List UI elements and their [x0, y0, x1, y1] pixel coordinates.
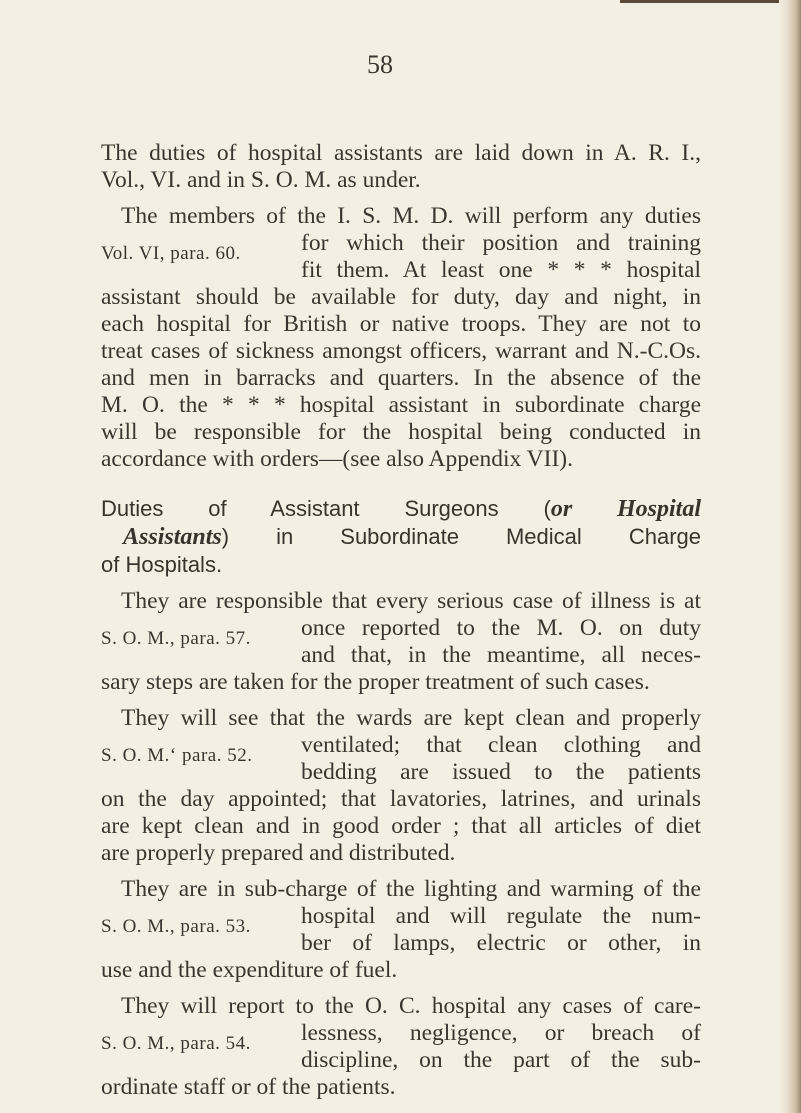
margin-note: S. O. M., para. 57.: [101, 628, 251, 649]
line-text: sary steps are taken for the proper treatment of such cases.: [101, 669, 650, 695]
text-line: [301, 230, 701, 257]
paragraph: [101, 140, 701, 194]
heading-line-3: of Hospitals.: [101, 552, 223, 577]
text-line: [101, 338, 701, 365]
text-line: [101, 167, 701, 194]
page-right-edge: [779, 0, 801, 1113]
line-text: M. O. the * * * hospital assistant in subordinate charge: [101, 392, 701, 418]
intro-section: [101, 140, 701, 473]
text-line: [101, 419, 701, 446]
page-body: [101, 140, 701, 1101]
heading-line-2: [101, 523, 701, 551]
text-line: [101, 203, 701, 230]
paragraph: [101, 588, 701, 696]
text-line: [301, 615, 701, 642]
line-text: once reported to the M. O. on duty: [301, 615, 701, 641]
text-line: [101, 786, 701, 813]
line-text: hospital and will regulate the num-: [301, 903, 701, 929]
line-text: They will report to the O. C. hospital any cases of care-: [121, 993, 701, 1019]
line-text: fit them. At least one * * * hospital: [301, 257, 701, 283]
line-text: bedding are issued to the patients: [301, 759, 701, 785]
line-text: on the day appointed; that lavatories, latrines, and urinals: [101, 786, 701, 812]
text-line: [301, 1047, 701, 1074]
heading-text: ) in Subordinate Medical Charge: [221, 524, 701, 549]
line-text: They are responsible that every serious case of illness is at: [121, 588, 701, 614]
paragraph: [101, 876, 701, 984]
line-text: treat cases of sickness amongst officers, warrant and N.-C.Os.: [101, 338, 701, 364]
page-top-edge: [620, 0, 801, 3]
text-line: [101, 957, 701, 984]
line-text: for which their position and training: [301, 230, 701, 256]
heading-text: Duties of Assistant Surgeons (: [101, 496, 551, 521]
line-text: ventilated; that clean clothing and: [301, 732, 701, 758]
line-text: discipline, on the part of the sub-: [301, 1047, 701, 1073]
text-line: [101, 669, 701, 696]
page-number: 58: [367, 50, 393, 79]
text-line: [101, 446, 701, 473]
line-text: Vol., VI. and in S. O. M. as under.: [101, 167, 421, 193]
paragraph: [101, 705, 701, 867]
text-line: [301, 930, 701, 957]
margin-note: Vol. VI, para. 60.: [101, 243, 241, 264]
line-text: assistant should be available for duty, day and night, in: [101, 284, 701, 310]
line-text: lessness, negligence, or breach of: [301, 1020, 701, 1046]
line-text: each hospital for British or native troops. They are not to: [101, 311, 701, 337]
paragraph: [101, 203, 701, 473]
text-line: [101, 140, 701, 167]
line-text: and that, in the meantime, all neces-: [301, 642, 701, 668]
line-text: The duties of hospital assistants are laid down in A. R. I.,: [101, 140, 701, 166]
margin-note: S. O. M., para. 53.: [101, 916, 251, 937]
line-text: ber of lamps, electric or other, in: [301, 930, 701, 956]
line-text: The members of the I. S. M. D. will perform any duties: [121, 203, 701, 229]
line-text: are kept clean and in good order ; that all articles of diet: [101, 813, 701, 839]
text-line: [301, 732, 701, 759]
heading-italic: or Hospital: [550, 496, 701, 522]
text-line: [101, 1074, 701, 1101]
paragraph: [101, 993, 701, 1101]
line-text: and men in barracks and quarters. In the absence of the: [101, 365, 701, 391]
text-line: [101, 705, 701, 732]
text-line: [301, 642, 701, 669]
margin-note: S. O. M., para. 54.: [101, 1033, 251, 1054]
margin-note: S. O. M.‘ para. 52.: [101, 745, 253, 766]
line-text: are properly prepared and distributed.: [101, 840, 456, 866]
text-line: [101, 588, 701, 615]
text-line: [101, 813, 701, 840]
heading-italic: Assistants: [123, 524, 222, 550]
line-text: They are in sub-charge of the lighting and warming of the: [121, 876, 701, 902]
text-line: [101, 365, 701, 392]
duties-section: [101, 588, 701, 1101]
text-line: [101, 284, 701, 311]
heading-line-1: [101, 495, 701, 523]
line-text: use and the expenditure of fuel.: [101, 957, 398, 983]
text-line: [301, 1020, 701, 1047]
line-text: ordinate staff or of the patients.: [101, 1074, 396, 1100]
text-line: [301, 903, 701, 930]
text-line: [101, 392, 701, 419]
line-text: will be responsible for the hospital being conducted in: [101, 419, 701, 445]
line-text: They will see that the wards are kept clean and properly: [121, 705, 701, 731]
section-heading: [101, 495, 701, 578]
text-line: [301, 257, 701, 284]
line-text: accordance with orders—(see also Appendix VII).: [101, 446, 574, 472]
text-line: [101, 876, 701, 903]
text-line: [101, 840, 701, 867]
text-line: [101, 993, 701, 1020]
text-line: [301, 759, 701, 786]
text-line: [101, 311, 701, 338]
